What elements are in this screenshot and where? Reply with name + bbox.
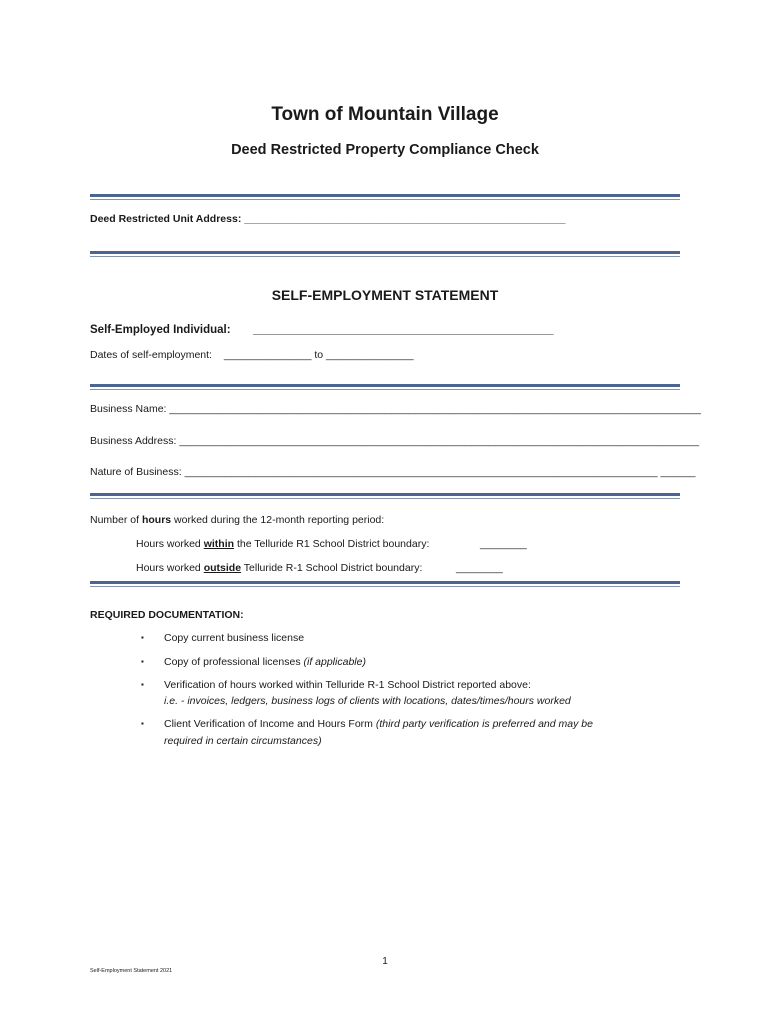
bullet-icon: ▪ xyxy=(141,633,144,642)
address-field-row xyxy=(90,213,565,225)
business-nature-blank[interactable]: _________________________________________________________________________________ ______ xyxy=(184,466,696,478)
hours-within-row xyxy=(136,538,429,550)
hours-within-emphasis: within xyxy=(203,538,235,550)
dates-to-label: to xyxy=(314,349,324,361)
business-address-label: Business Address: xyxy=(90,435,177,447)
section-heading-self-employment: SELF-EMPLOYMENT STATEMENT xyxy=(271,287,499,303)
dates-to-blank[interactable]: _______________ xyxy=(326,349,414,361)
divider xyxy=(90,581,680,587)
doc-item-text: Client Verification of Income and Hours Form xyxy=(164,718,373,730)
hours-intro-suffix: worked during the 12-month reporting period: xyxy=(174,514,385,526)
hours-outside-blank[interactable]: ________ xyxy=(456,562,503,574)
divider xyxy=(90,194,680,200)
business-nature-label: Nature of Business: xyxy=(90,466,182,478)
page-subtitle: Deed Restricted Property Compliance Check xyxy=(231,142,539,158)
hours-within-blank[interactable]: ________ xyxy=(480,538,527,550)
doc-item-note: i.e. - invoices, ledgers, business logs of clients with locations, dates/times/hours worked xyxy=(164,695,571,707)
divider xyxy=(90,251,680,257)
divider xyxy=(90,493,680,499)
hours-within-prefix: Hours worked xyxy=(136,538,201,550)
documentation-heading: REQUIRED DOCUMENTATION: xyxy=(90,609,244,621)
doc-item xyxy=(164,718,593,730)
hours-outside-prefix: Hours worked xyxy=(136,562,201,574)
individual-label: Self-Employed Individual: xyxy=(90,324,231,336)
hours-outside-emphasis: outside xyxy=(203,562,242,574)
hours-intro-bold: hours xyxy=(141,514,172,526)
hours-within-suffix: the Telluride R1 School District boundary: xyxy=(236,538,430,550)
doc-item-note-continued: required in certain circumstances) xyxy=(164,735,322,747)
dates-from-blank[interactable]: _______________ xyxy=(223,349,312,361)
doc-item-text: Copy of professional licenses xyxy=(164,656,301,668)
bullet-icon: ▪ xyxy=(141,680,144,689)
business-address-row xyxy=(90,435,699,447)
bullet-icon: ▪ xyxy=(141,719,144,728)
business-nature-row xyxy=(90,466,696,478)
hours-intro xyxy=(90,514,384,526)
doc-item: Copy current business license xyxy=(164,632,305,644)
page-number: 1 xyxy=(382,956,388,967)
individual-blank[interactable]: _______________________________________________ xyxy=(253,324,554,336)
business-name-blank[interactable]: ___________________________________________________________________________________________ xyxy=(169,403,701,415)
doc-item: Verification of hours worked within Telluride R-1 School District reported above: xyxy=(164,679,531,691)
dates-label: Dates of self-employment: xyxy=(90,349,212,361)
doc-item-note: (third party verification is preferred and may be xyxy=(375,718,593,730)
dates-row xyxy=(90,349,414,361)
doc-item xyxy=(164,656,366,668)
divider xyxy=(90,384,680,390)
bullet-icon: ▪ xyxy=(141,657,144,666)
footer-label: Self-Employment Statement 2021 xyxy=(90,968,173,974)
address-field-label: Deed Restricted Unit Address: xyxy=(90,213,242,225)
address-field-blank[interactable]: _______________________________________________________ xyxy=(244,213,566,225)
hours-outside-suffix: Telluride R-1 School District boundary: xyxy=(243,562,423,574)
business-name-row xyxy=(90,403,701,415)
doc-item-note: (if applicable) xyxy=(303,656,366,668)
page-title: Town of Mountain Village xyxy=(271,104,499,125)
hours-outside-row xyxy=(136,562,422,574)
business-address-blank[interactable]: _________________________________________________________________________________________ xyxy=(179,435,700,447)
business-name-label: Business Name: xyxy=(90,403,167,415)
hours-intro-prefix: Number of xyxy=(90,514,140,526)
